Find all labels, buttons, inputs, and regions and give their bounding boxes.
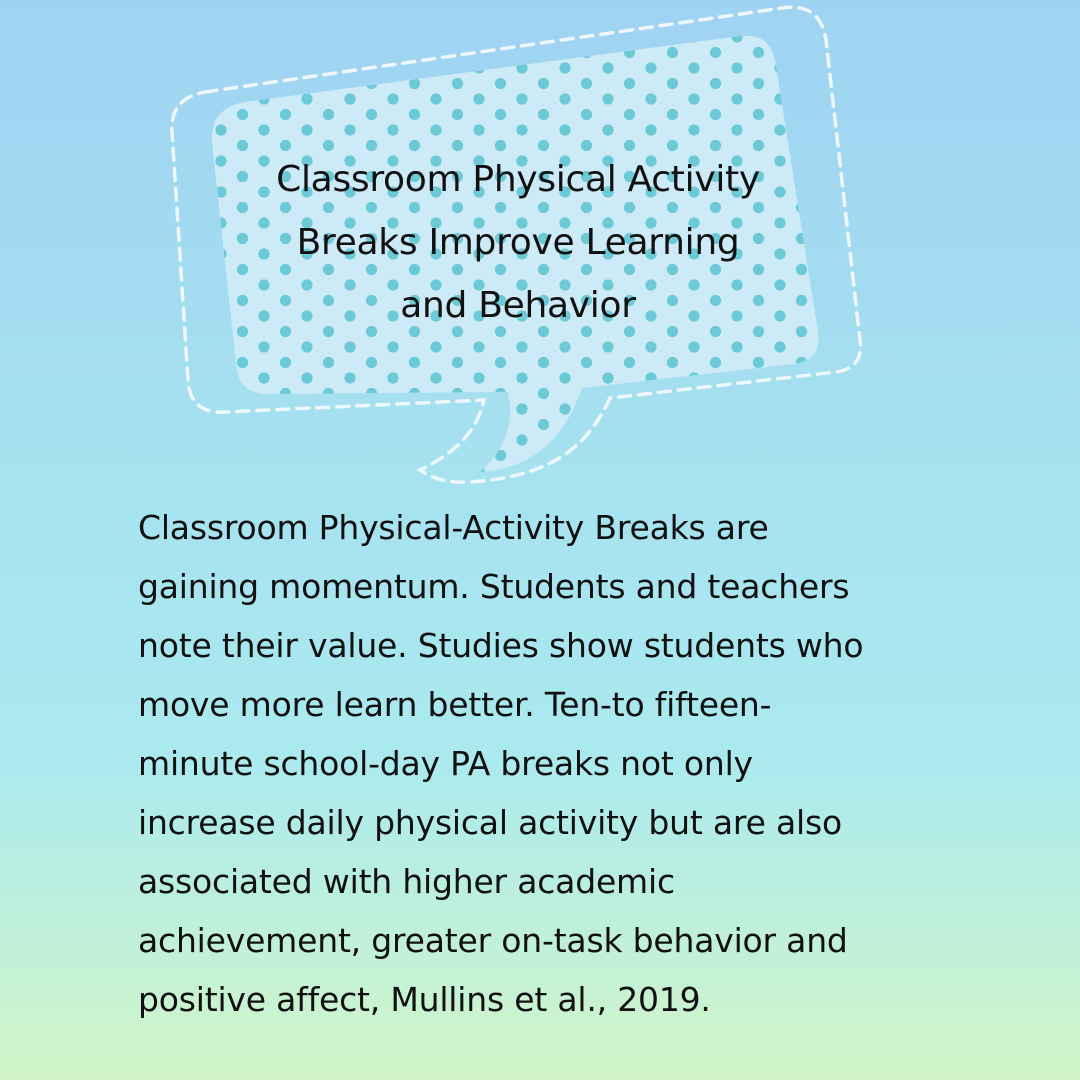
headline-line-1: Classroom Physical Activity xyxy=(276,159,760,200)
headline xyxy=(218,148,818,337)
body-paragraph: Classroom Physical-Activity Breaks are gaining momentum. Students and teachers note their value. Studies show students who move more learn better. Ten-to fifteen- minute school-day PA breaks not only increase daily physical activity but are also associated with higher academic achievement, greater on-task behavior and positive affect, Mullins et al., 2019. xyxy=(138,508,864,1019)
headline-line-3: and Behavior xyxy=(400,285,636,326)
headline-line-2: Breaks Improve Learning xyxy=(296,222,740,263)
